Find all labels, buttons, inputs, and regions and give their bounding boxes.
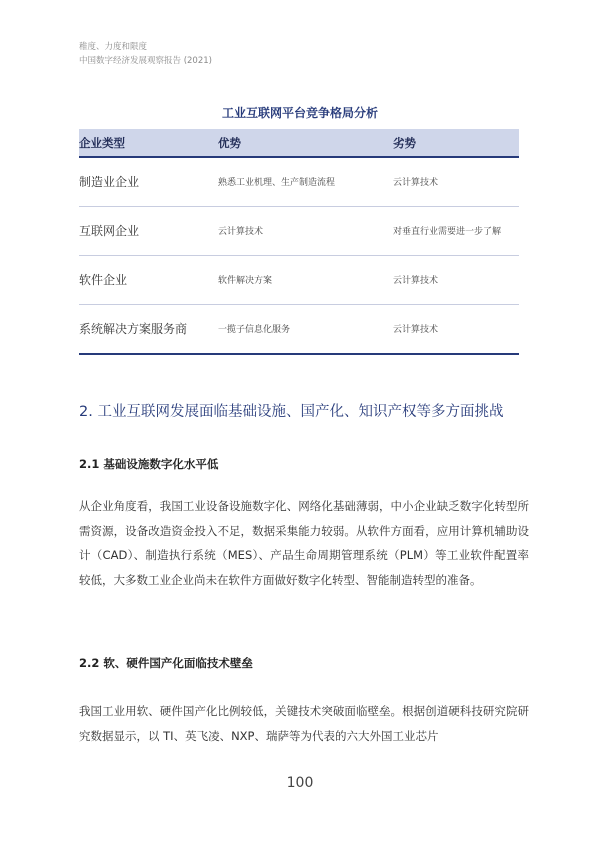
cell-type: 软件企业 <box>79 273 128 287</box>
cell-advantage: 熟悉工业机理、生产制造流程 <box>218 178 336 188</box>
table-header-row <box>79 129 519 158</box>
header-line-2: 中国数字经济发展观察报告 (2021) <box>79 56 212 66</box>
table-row <box>79 256 519 305</box>
cell-disadvantage: 对垂直行业需要进一步了解 <box>393 227 502 237</box>
cell-advantage: 一揽子信息化服务 <box>218 325 291 335</box>
subsection-heading-2-1: 2.1 基础设施数字化水平低 <box>79 457 219 471</box>
cell-type: 互联网企业 <box>79 224 140 238</box>
header-line-1: 稚度、力度和限度 <box>79 42 148 52</box>
section-heading: 2. 工业互联网发展面临基础设施、国产化、知识产权等多方面挑战 <box>79 404 504 420</box>
cell-disadvantage: 云计算技术 <box>393 178 439 188</box>
table-row <box>79 305 519 355</box>
paragraph-infrastructure: 从企业角度看，我国工业设备设施数字化、网络化基础薄弱，中小企业缺乏数字化转型所需资源，设备改造资金投入不足，数据采集能力较弱。从软件方面看，应用计算机辅助设计（CAD）、制造执行系统（MES）、产品生命周期管理系统（PLM）等工业软件配置率较低，大多数工业企业尚未在软件方面做好数字化转型、智能制造转型的准备。 <box>79 499 529 587</box>
page-number: 100 <box>286 775 314 791</box>
paragraph-localization: 我国工业用软、硬件国产化比例较低，关键技术突破面临壁垒。根据创道硬科技研究院研究数据显示，以 TI、英飞凌、NXP、瑞萨等为代表的六大外国工业芯片 <box>79 704 529 743</box>
table-row <box>79 158 519 207</box>
cell-disadvantage: 云计算技术 <box>393 276 439 286</box>
running-header <box>79 40 212 68</box>
header-disadvantage: 劣势 <box>393 136 416 150</box>
cell-disadvantage: 云计算技术 <box>393 325 439 335</box>
cell-type: 制造业企业 <box>79 175 140 189</box>
cell-advantage: 软件解决方案 <box>218 276 273 286</box>
header-advantage: 优势 <box>218 136 241 150</box>
header-enterprise-type: 企业类型 <box>79 136 125 150</box>
cell-advantage: 云计算技术 <box>218 227 264 237</box>
table-row <box>79 207 519 256</box>
subsection-heading-2-2: 2.2 软、硬件国产化面临技术壁垒 <box>79 656 253 670</box>
cell-type: 系统解决方案服务商 <box>79 322 188 336</box>
competition-table <box>79 129 519 355</box>
table-title: 工业互联网平台竞争格局分析 <box>221 106 378 120</box>
